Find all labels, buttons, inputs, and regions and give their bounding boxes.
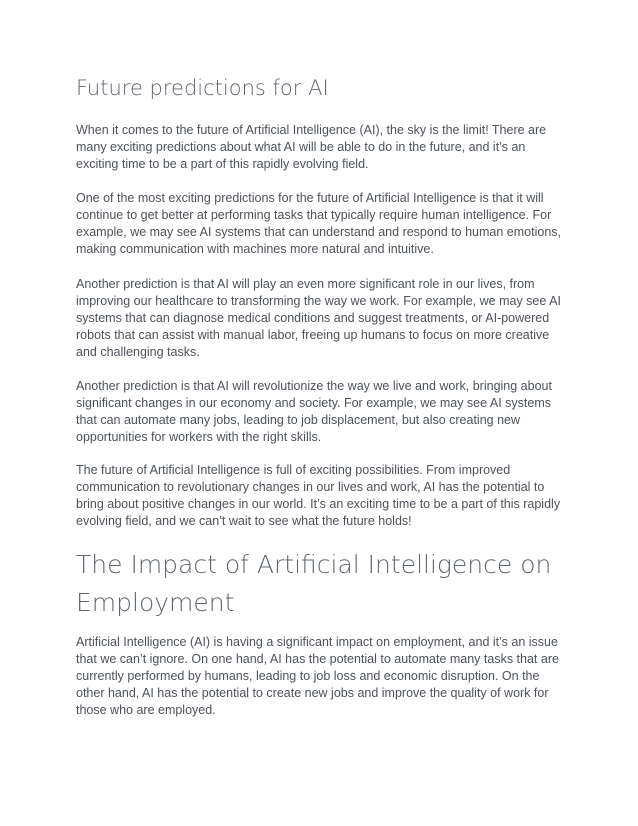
paragraph-1: When it comes to the future of Artificial Intelligence (AI), the sky is the limit! There are many exciting predictions about what AI will be able to do in the future, and it’s an exciting time to be a part of this rapidly evolving field. [76, 123, 547, 171]
section-heading-future-predictions: Future predictions for AI [76, 76, 329, 100]
paragraph-3: Another prediction is that AI will play an even more significant role in our lives, from improving our healthcare to transforming the way we work. For example, we may see AI systems that can diagnose medical conditions and suggest treatments, or AI-powered robots that can assist with manual labor, freeing up humans to focus on more creative and challenging tasks. [76, 277, 561, 359]
paragraph-6: Artificial Intelligence (AI) is having a significant impact on employment, and it’s an issue that we can’t ignore. On one hand, AI has the potential to automate many tasks that are currently performed by humans, leading to job loss and economic disruption. On the other hand, AI has the potential to create new jobs and improve the quality of work for those who are employed. [76, 635, 559, 717]
section-heading-impact-employment: The Impact of Artificial Intelligence on Employment [76, 550, 552, 617]
paragraph-5: The future of Artificial Intelligence is full of exciting possibilities. From improved communication to revolutionary changes in our lives and work, AI has the potential to bring about positive changes in our world. It’s an exciting time to be a part of this rapidly evolving field, and we can’t wait to see what the future holds! [76, 463, 561, 528]
paragraph-2: One of the most exciting predictions for the future of Artificial Intelligence is that it will continue to get better at performing tasks that typically require human intelligence. For example, we may see AI systems that can understand and respond to human emotions, making communication with machines more natural and intuitive. [76, 191, 561, 256]
paragraph-4: Another prediction is that AI will revolutionize the way we live and work, bringing about significant changes in our economy and society. For example, we may see AI systems that can automate many jobs, leading to job displacement, but also creating new opportunities for workers with the right skills. [76, 379, 552, 444]
